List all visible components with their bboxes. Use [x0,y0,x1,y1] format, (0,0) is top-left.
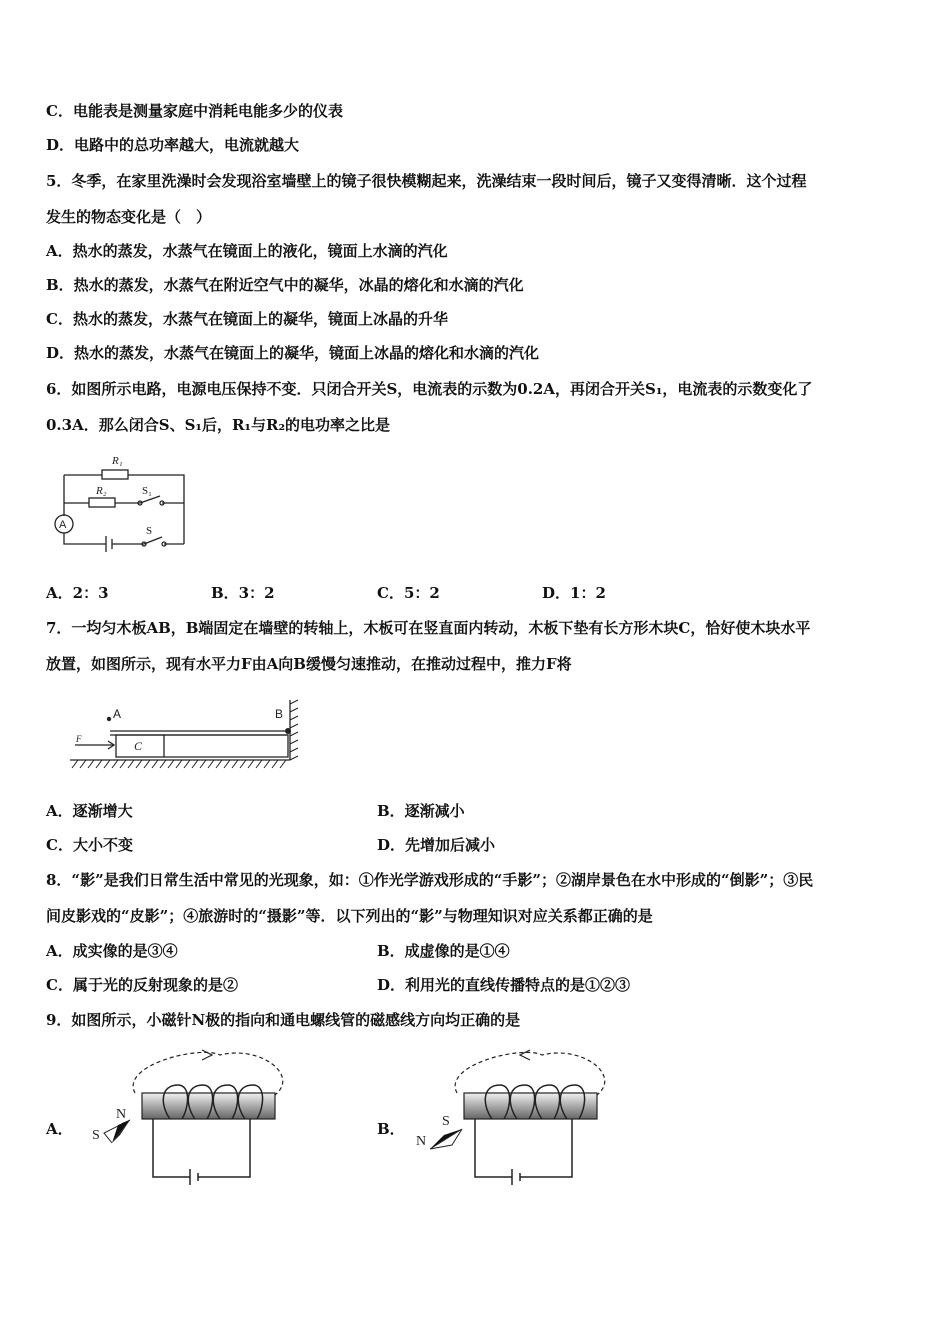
r1-label: R₁ [112,455,123,467]
question-7-text: 7．一均匀木板AB，B端固定在墙壁的转轴上，木板可在竖直面内转动，木板下垫有长方形木块C，恰好使木块水平 [46,619,811,637]
q5-option-d: D．热水的蒸发，水蒸气在镜面上的凝华，镜面上冰晶的熔化和水滴的汽化 [46,344,540,362]
needle-s-label: S [442,1114,450,1129]
q9-solenoid-diagram-b [412,1045,612,1195]
q7-option-d: D．先增加后减小 [377,836,496,854]
force-f-label: F [76,734,82,744]
s-label: S [146,525,153,537]
q5-option-a: A．热水的蒸发，水蒸气在镜面上的液化，镜面上水滴的汽化 [46,242,448,260]
point-b-label: B [275,707,284,721]
q9-option-b-label: B． [377,1120,405,1138]
s1-label: S₁ [142,485,152,497]
needle-n-label: N [416,1134,427,1149]
question-8-text: 8．“影”是我们日常生活中常见的光现象，如：①作光学游戏形成的“手影”；②湖岸景色在水中形成的“倒影”；③民 [46,871,814,889]
q7-board-diagram [70,700,310,780]
q8-option-b: B．成虚像的是①④ [377,942,510,960]
q9-solenoid-diagram-a [90,1045,290,1195]
question-5-text-cont: 发生的物态变化是（ ） [46,208,212,226]
block-c-label: C [134,739,143,753]
q8-option-a: A．成实像的是③④ [46,942,178,960]
q6-option-d: D．1：2 [542,584,606,602]
question-8-text-cont: 间皮影戏的“皮影”；④旅游时的“摄影”等．以下列出的“影”与物理知识对应关系都正确的是 [46,907,653,925]
q8-option-c: C．属于光的反射现象的是② [46,976,238,994]
question-7-text-cont: 放置，如图所示，现有水平力F由A向B缓慢匀速推动，在推动过程中，推力F将 [46,655,572,673]
q6-circuit-diagram [44,450,194,555]
question-9-text: 9．如图所示，小磁针N极的指向和通电螺线管的磁感线方向均正确的是 [46,1011,521,1029]
q7-option-b: B．逐渐减小 [377,802,465,820]
q5-option-c: C．热水的蒸发，水蒸气在镜面上的凝华，镜面上冰晶的升华 [46,310,448,328]
needle-s-label: S [92,1128,100,1143]
q6-option-a: A．2：3 [46,584,109,602]
question-5-text: 5．冬季，在家里洗澡时会发现浴室墙壁上的镜子很快模糊起来，洗澡结束一段时间后，镜子又变得清晰．这个过程 [46,172,807,190]
q7-option-a: A．逐渐增大 [46,802,133,820]
q7-option-c: C．大小不变 [46,836,133,854]
ammeter-label: A [59,519,67,531]
question-6-text: 6．如图所示电路，电源电压保持不变．只闭合开关S，电流表的示数为0.2A，再闭合开关S₁，电流表的示数变化了 [46,380,813,398]
option-c-previous: C．电能表是测量家庭中消耗电能多少的仪表 [46,102,343,120]
r2-label: R₂ [96,485,107,497]
needle-n-label: N [116,1107,127,1122]
q5-option-b: B．热水的蒸发，水蒸气在附近空气中的凝华，冰晶的熔化和水滴的汽化 [46,276,524,294]
q9-option-a-label: A． [46,1120,73,1138]
question-6-text-cont: 0.3A．那么闭合S、S₁后，R₁与R₂的电功率之比是 [46,416,391,434]
q6-option-c: C．5：2 [377,584,440,602]
option-d-previous: D．电路中的总功率越大，电流就越大 [46,136,300,154]
q6-option-b: B．3：2 [211,584,275,602]
point-a-label: A [113,707,122,721]
q8-option-d: D．利用光的直线传播特点的是①②③ [377,976,631,994]
